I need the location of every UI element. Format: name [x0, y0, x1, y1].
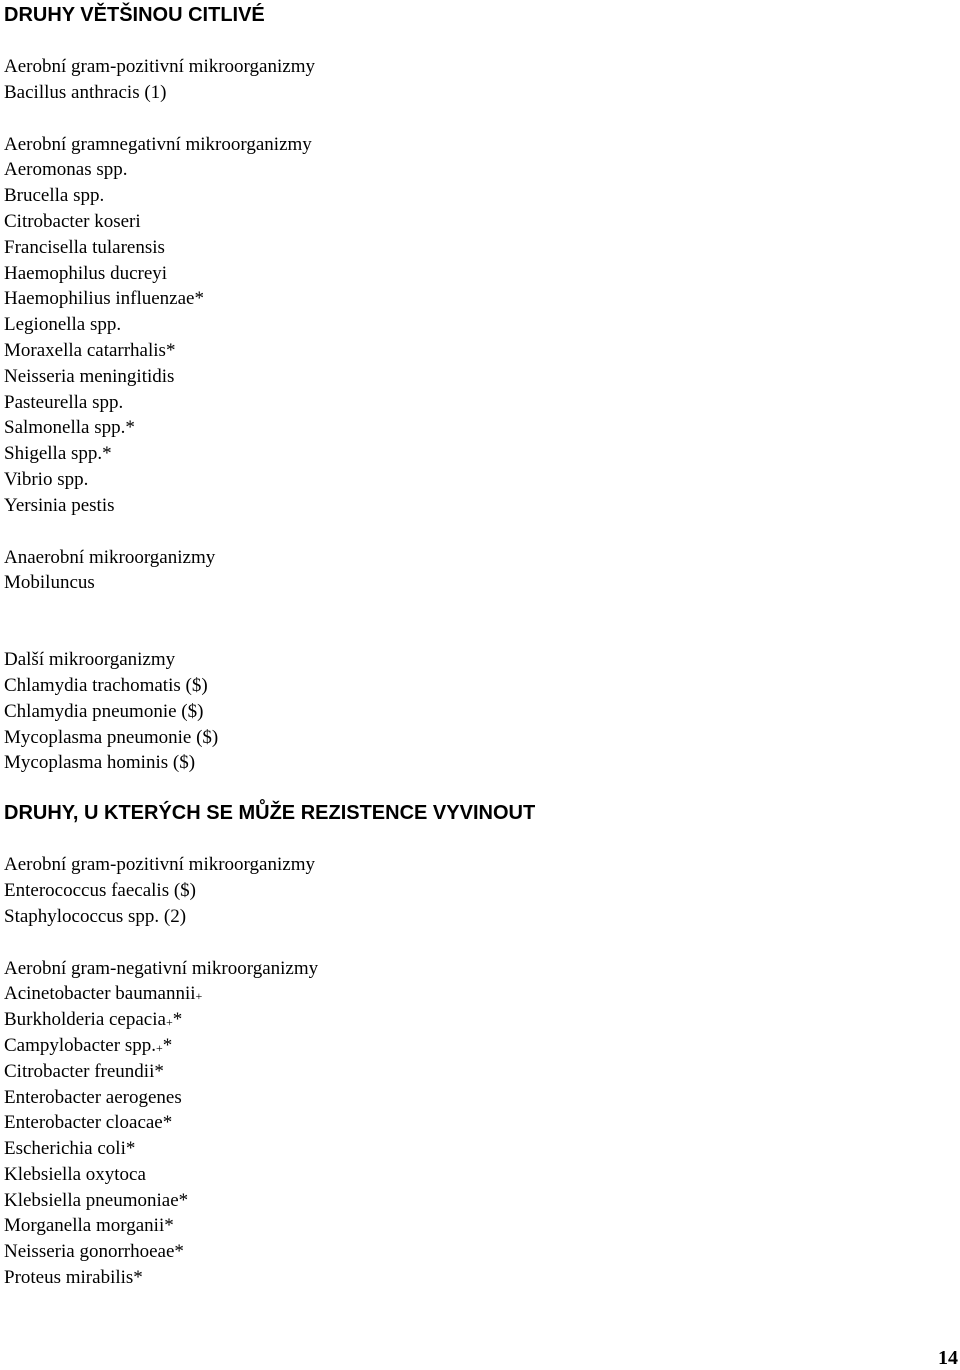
group-anaerobic — [4, 545, 944, 597]
group-label: Aerobní gramnegativní mikroorganizmy — [4, 133, 312, 155]
group-label: Aerobní gram-pozitivní mikroorganizmy — [4, 854, 315, 876]
group-aerobic-gram-positive — [4, 54, 944, 106]
organism-item: Chlamydia pneumonie ($) — [4, 700, 204, 722]
organism-item: Neisseria meningitidis — [4, 365, 175, 387]
organism-item: Acinetobacter baumannii+ — [4, 983, 203, 1005]
organism-item: Haemophilus ducreyi — [4, 262, 168, 284]
organism-item: Burkholderia cepacia+* — [4, 1009, 183, 1031]
organism-item: Legionella spp. — [4, 314, 122, 336]
spacer — [4, 28, 944, 54]
group-aerobic-gram-positive-2 — [4, 852, 944, 929]
organism-item: Citrobacter freundii* — [4, 1060, 164, 1082]
spacer — [4, 106, 944, 132]
group-label: Anaerobní mikroorganizmy — [4, 546, 216, 568]
organism-item: Morganella morganii* — [4, 1215, 174, 1237]
spacer — [4, 596, 944, 647]
organism-item: Enterococcus faecalis ($) — [4, 879, 197, 901]
spacer — [4, 519, 944, 545]
organism-item: Shigella spp.* — [4, 443, 112, 465]
organism-item: Pasteurella spp. — [4, 391, 124, 413]
organism-item: Yersinia pestis — [4, 494, 115, 516]
organism-item: Neisseria gonorrhoeae* — [4, 1241, 184, 1263]
organism-item: Vibrio spp. — [4, 468, 89, 490]
group-aerobic-gram-negative — [4, 132, 944, 519]
organism-item: Mobiluncus — [4, 572, 95, 594]
organism-item: Haemophilius influenzae* — [4, 288, 204, 310]
organism-item: Escherichia coli* — [4, 1138, 136, 1160]
organism-item: Campylobacter spp.+* — [4, 1034, 173, 1056]
organism-item: Salmonella spp.* — [4, 417, 135, 439]
organism-item: Chlamydia trachomatis ($) — [4, 674, 208, 696]
group-label: Aerobní gram-pozitivní mikroorganizmy — [4, 56, 315, 77]
organism-item: Klebsiella oxytoca — [4, 1163, 146, 1185]
organism-item: Enterobacter aerogenes — [4, 1086, 182, 1108]
group-other — [4, 647, 944, 776]
section-heading-sensitive: DRUHY VĚTŠINOU CITLIVÉ — [4, 4, 265, 26]
spacer — [4, 930, 944, 956]
page-number: 14 — [938, 1347, 958, 1369]
organism-item: Bacillus anthracis (1) — [4, 81, 167, 103]
organism-item: Citrobacter koseri — [4, 210, 141, 232]
group-aerobic-gram-negative-2 — [4, 956, 944, 1291]
organism-item: Enterobacter cloacae* — [4, 1112, 173, 1134]
group-label: Aerobní gram-negativní mikroorganizmy — [4, 957, 319, 979]
organism-item: Proteus mirabilis* — [4, 1267, 143, 1289]
organism-item: Brucella spp. — [4, 185, 105, 207]
document-page — [4, 2, 944, 1291]
organism-item: Moraxella catarrhalis* — [4, 339, 176, 361]
organism-item: Mycoplasma hominis ($) — [4, 752, 196, 774]
organism-item: Aeromonas spp. — [4, 159, 128, 181]
section-heading-resistance: DRUHY, U KTERÝCH SE MŮŽE REZISTENCE VYVINOUT — [4, 802, 536, 825]
organism-item: Francisella tularensis — [4, 236, 165, 258]
spacer — [4, 826, 944, 852]
spacer — [4, 776, 944, 800]
organism-item: Mycoplasma pneumonie ($) — [4, 726, 219, 748]
organism-item: Staphylococcus spp. (2) — [4, 905, 187, 927]
group-label: Další mikroorganizmy — [4, 649, 176, 671]
organism-item: Klebsiella pneumoniae* — [4, 1189, 189, 1211]
